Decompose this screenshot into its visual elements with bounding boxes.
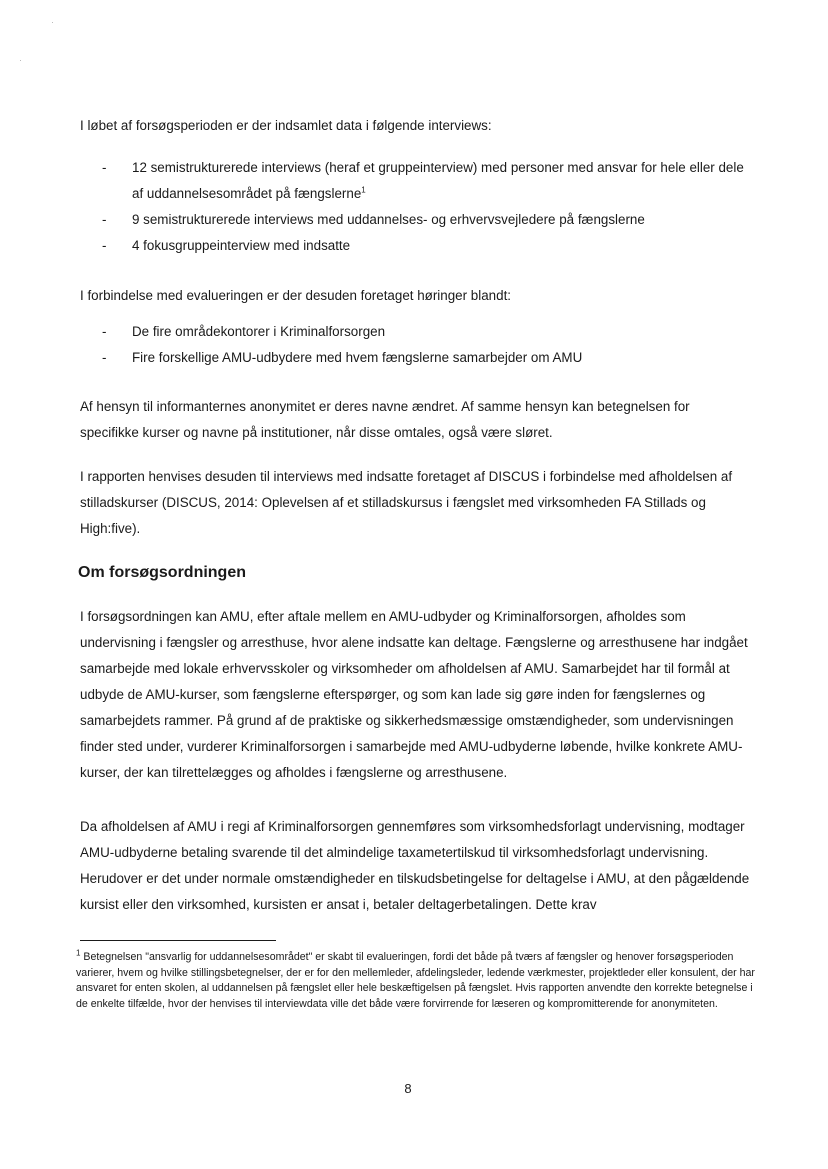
discus-paragraph: I rapporten henvises desuden til interviews med indsatte foretaget af DISCUS i forbindelse med afholdelsen af stilladskurser (DISCUS, 2014: Oplevelsen af et stilladskursus i fængslet med virksomheden FA Stillads og High:five). xyxy=(80,469,733,536)
list-item-text: 12 semistrukturerede interviews (heraf et gruppeinterview) med personer med ansvar for hele eller dele af uddannelsesområdet på fængslerne xyxy=(132,160,744,201)
scan-speck xyxy=(20,60,21,61)
list-dash: - xyxy=(102,160,107,175)
footnote-separator xyxy=(80,940,276,941)
list-dash: - xyxy=(102,324,107,339)
list-item xyxy=(96,207,756,233)
body-paragraph-1: I forsøgsordningen kan AMU, efter aftale mellem en AMU-udbyder og Kriminalforsorgen, afholdes som undervisning i fængsler og arresthuse, hvor alene indsatte kan deltage. Fængslerne og arresthusene har indgået samarbejde med lokale erhvervsskoler og virksomheder om afholdelsen af AMU. Samarbejdet har til formål at udbyde de AMU-kurser, som fængslerne efterspørger, og som kan lade sig gøre inden for fængslernes og samarbejdets rammer. På grund af de praktiske og sikkerhedsmæssige omstændigheder, som undervisningen finder sted under, vurderer Kriminalforsorgen i samarbejde med AMU-udbyderne løbende, hvilke konkrete AMU-kurser, der kan tilrettelægges og afholdes i fængslerne og arresthusene. xyxy=(80,609,748,780)
footnote xyxy=(76,950,756,1012)
list-item-text: Fire forskellige AMU-udbydere med hvem fængslerne samarbejder om AMU xyxy=(132,350,583,365)
intro-paragraph: I løbet af forsøgsperioden er der indsamlet data i følgende interviews: xyxy=(80,118,492,133)
hearings-intro-paragraph: I forbindelse med evalueringen er der desuden foretaget høringer blandt: xyxy=(80,288,512,303)
list-dash: - xyxy=(102,212,107,227)
section-heading: Om forsøgsordningen xyxy=(78,564,246,581)
list-item xyxy=(96,155,756,207)
list-item xyxy=(96,319,756,345)
list-item-text: De fire områdekontorer i Kriminalforsorgen xyxy=(132,324,386,339)
body-paragraph-2: Da afholdelsen af AMU i regi af Kriminalforsorgen gennemføres som virksomhedsforlagt undervisning, modtager AMU-udbyderne betaling svarende til det almindelige taxametertilskud til virksomhedsforlagt undervisning. Herudover er det under normale omstændigheder en tilskudsbetingelse for deltagelse i AMU, at den pågældende kursist eller den virksomhed, kursisten er ansat i, betaler deltagerbetalingen. Dette krav xyxy=(80,819,750,912)
interviews-list xyxy=(96,155,756,259)
list-item-text: 9 semistrukturerede interviews med uddannelses- og erhvervsvejledere på fængslerne xyxy=(132,212,645,227)
page-number: 8 xyxy=(404,1081,412,1096)
scan-speck xyxy=(52,22,53,23)
list-item xyxy=(96,345,756,371)
footnote-reference[interactable]: 1 xyxy=(361,185,366,195)
list-item-text: 4 fokusgruppeinterview med indsatte xyxy=(132,238,351,253)
hearings-list xyxy=(96,319,756,371)
list-item xyxy=(96,233,756,259)
anonymity-paragraph: Af hensyn til informanternes anonymitet er deres navne ændret. Af samme hensyn kan betegnelsen for specifikke kurser og navne på institutioner, når disse omtales, også være sløret. xyxy=(80,399,690,440)
list-dash: - xyxy=(102,350,107,365)
list-dash: - xyxy=(102,238,107,253)
footnote-text: Betegnelsen "ansvarlig for uddannelsesområdet" er skabt til evalueringen, fordi det både på tværs af fængsler og henover forsøgsperioden varierer, hvem og hvilke stillingsbetegnelser, der er for den mellemleder, afdelingsleder, ledende værkmester, projektleder eller konsulent, der har ansvaret for enten skolen, al uddannelsen på fængslet eller hele beskæftigelsen på fængslet. Hvis rapporten anvendte den korrekte betegnelse i de enkelte tilfælde, hvor der henvises til interviewdata ville det både være forvirrende for læseren og kompromitterende for anonymiteten. xyxy=(76,951,755,1010)
footnote-marker: 1 xyxy=(76,948,81,958)
